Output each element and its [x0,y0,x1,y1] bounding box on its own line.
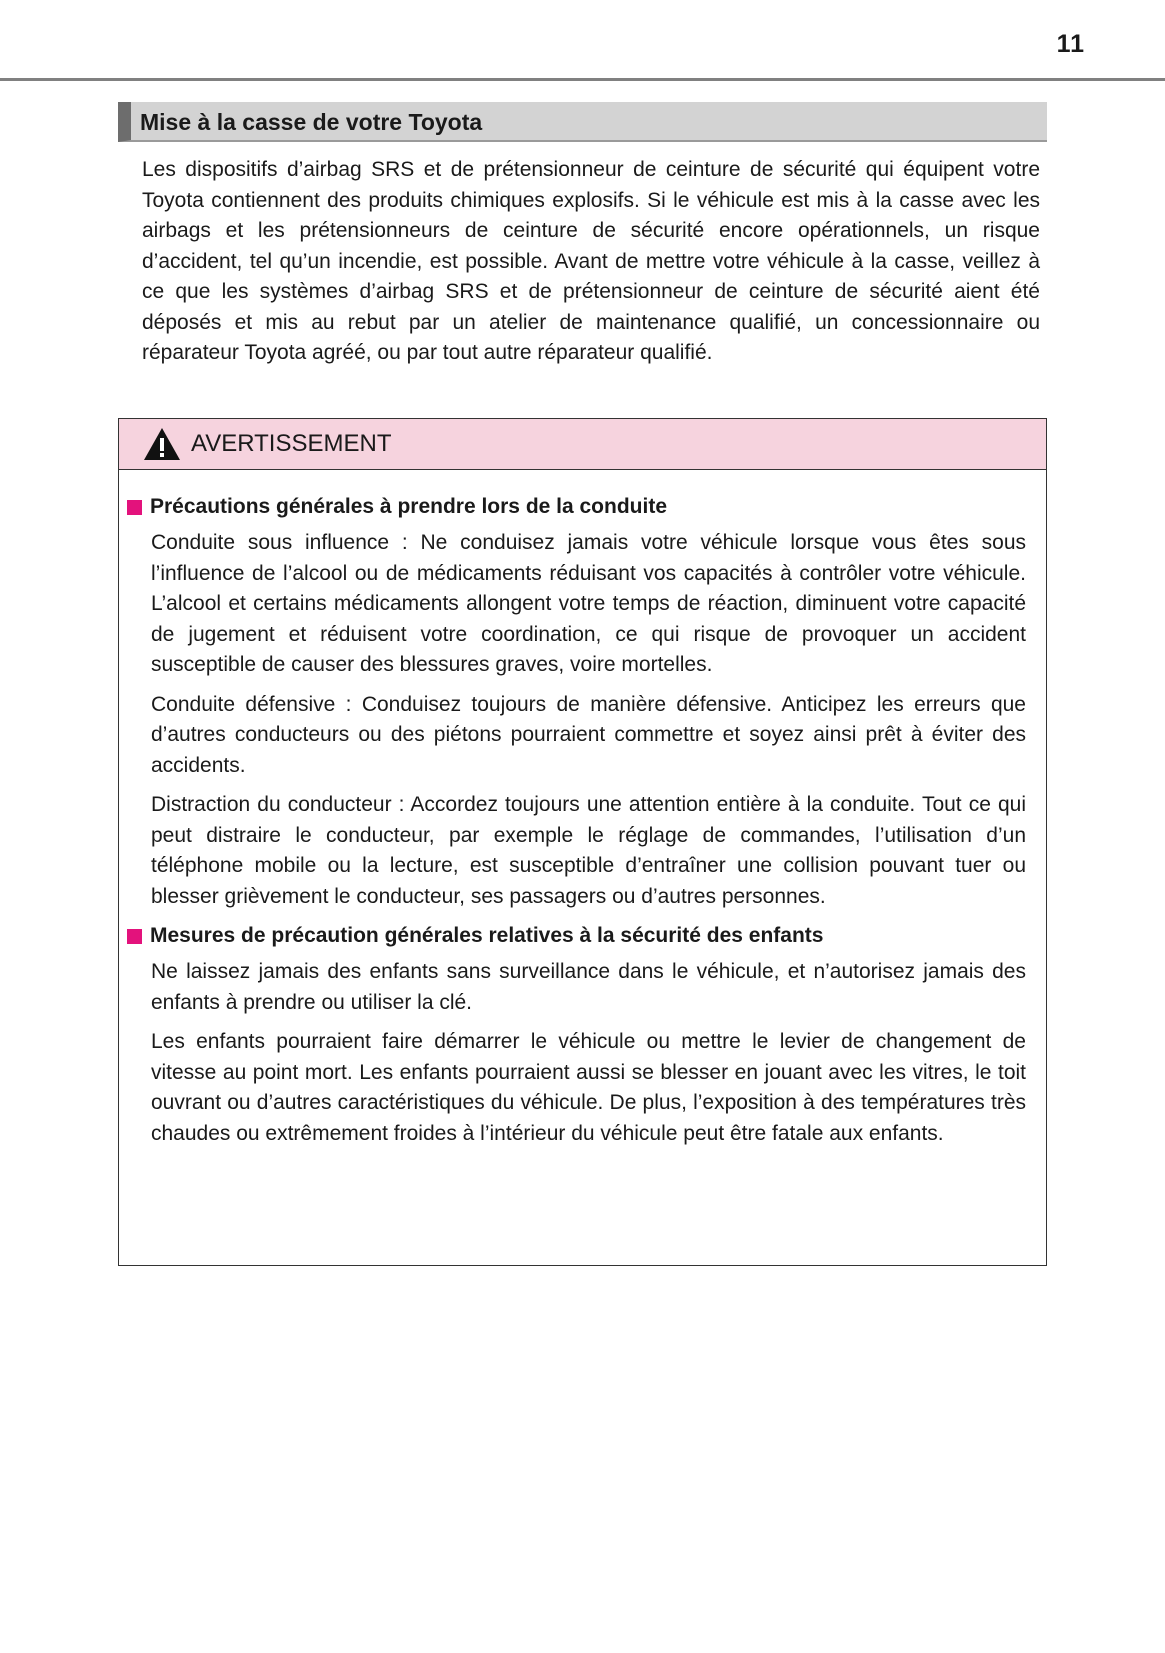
warning-title: AVERTISSEMENT [191,430,392,457]
square-bullet-icon [127,500,142,515]
page-number: 11 [1056,30,1085,58]
warning-paragraph: Conduite sous influence : Ne conduisez jamais votre véhicule lorsque vous êtes sous l’influence de l’alcool ou de médicaments réduisant vos capacités à contrôler votre véhicule. L’alcool et certains médicaments allongent votre temps de réaction, diminuent votre capacité de jugement et réduisent votre coordination, ce qui risque de provoquer un accident susceptible de causer des blessures graves, voire mortelles. [151,531,1026,676]
section-title: Mise à la casse de votre Toyota [140,109,483,135]
warning-group-heading [127,492,1026,522]
square-bullet-icon [127,929,142,944]
section-heading [118,102,1047,142]
warning-paragraph: Conduite défensive : Conduisez toujours de manière défensive. Anticipez les erreurs que d’autres conducteurs ou des piétons pourraient commettre et soyez ainsi prêt à éviter des accidents. [151,692,1026,777]
warning-paragraph: Distraction du conducteur : Accordez toujours une attention entière à la conduite. Tout ce qui peut distraire le conducteur, par exemple le réglage de commandes, l’utilisation d’un téléphone mobile ou la lecture, est susceptible d’entraîner une collision pouvant tuer ou blesser grièvement le conducteur, ses passagers ou d’autres personnes. [151,793,1026,908]
warning-paragraph: Les enfants pourraient faire démarrer le véhicule ou mettre le levier de changement de vitesse au point mort. Les enfants pourraient aussi se blesser en jouant avec les vitres, le toit ouvrant ou d’autres caractéristiques du véhicule. De plus, l’exposition à des températures très chaudes ou extrêmement froides à l’intérieur du véhicule peut être fatale aux enfants. [151,1030,1026,1145]
warning-header [119,419,1046,470]
warning-group-title: Mesures de précaution générales relatives à la sécurité des enfants [150,924,824,947]
warning-body [119,470,1046,1149]
header-rule [0,78,1165,81]
intro-paragraph: Les dispositifs d’airbag SRS et de prétensionneur de ceinture de sécurité qui équipent votre Toyota contiennent des produits chimiques explosifs. Si le véhicule est mis à la casse avec les airbags et les prétensionneurs de ceinture de sécurité encore opérationnels, un risque d’accident, tel qu’un incendie, est possible. Avant de mettre votre véhicule à la casse, veillez à ce que les systèmes d’airbag SRS et de prétensionneur de ceinture de sécurité aient été déposés et mis au rebut par un atelier de maintenance qualifié, un concessionnaire ou réparateur Toyota agréé, ou par tout autre réparateur qualifié. [142,158,1040,364]
warning-paragraph: Ne laissez jamais des enfants sans surveillance dans le véhicule, et n’autorisez jamais des enfants à prendre ou utiliser la clé. [151,960,1026,1014]
warning-group-title: Précautions générales à prendre lors de la conduite [150,495,668,518]
warning-box [118,418,1047,1266]
warning-triangle-icon [143,427,181,461]
warning-group-heading [127,921,1026,951]
